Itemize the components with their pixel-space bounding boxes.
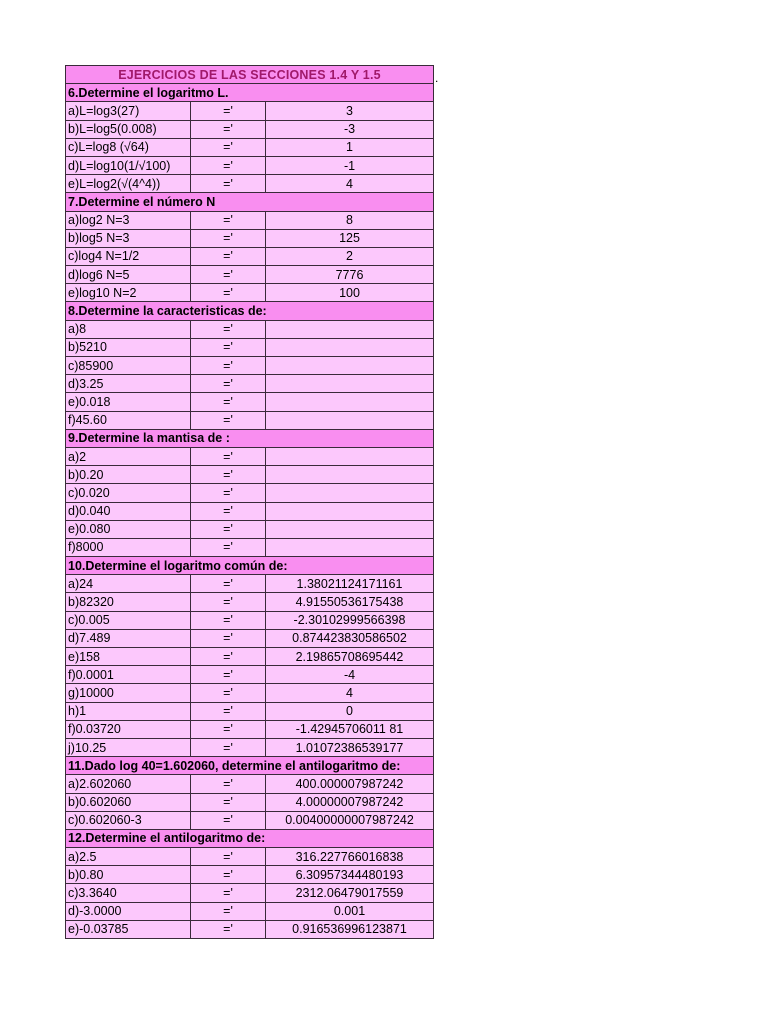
exercise-cell[interactable]: b)5210 bbox=[66, 338, 191, 356]
exercise-cell[interactable]: d)log6 N=5 bbox=[66, 266, 191, 284]
table-row bbox=[66, 866, 434, 884]
equals-cell[interactable]: =' bbox=[191, 848, 266, 866]
exercise-cell[interactable]: a)8 bbox=[66, 320, 191, 338]
equals-cell[interactable]: =' bbox=[191, 338, 266, 356]
stray-mark: . bbox=[435, 71, 439, 85]
exercise-cell[interactable]: a)2.5 bbox=[66, 848, 191, 866]
section-header-row bbox=[66, 757, 434, 775]
exercise-cell[interactable]: f)0.03720 bbox=[66, 720, 191, 738]
section-heading[interactable]: 12.Determine el antilogaritmo de: bbox=[66, 829, 434, 847]
exercise-cell[interactable]: a)2.602060 bbox=[66, 775, 191, 793]
equals-cell[interactable]: =' bbox=[191, 466, 266, 484]
exercise-cell[interactable]: h)1 bbox=[66, 702, 191, 720]
table-row bbox=[66, 211, 434, 229]
table-row bbox=[66, 611, 434, 629]
equals-cell[interactable]: =' bbox=[191, 484, 266, 502]
table-row bbox=[66, 484, 434, 502]
answer-cell[interactable]: 0.00400000007987242 bbox=[266, 811, 434, 829]
equals-cell[interactable]: =' bbox=[191, 102, 266, 120]
equals-cell[interactable]: =' bbox=[191, 884, 266, 902]
answer-cell[interactable] bbox=[266, 357, 434, 375]
table-row bbox=[66, 175, 434, 193]
equals-cell[interactable]: =' bbox=[191, 211, 266, 229]
answer-cell[interactable]: 7776 bbox=[266, 266, 434, 284]
table-row bbox=[66, 884, 434, 902]
exercise-cell[interactable]: e)0.018 bbox=[66, 393, 191, 411]
exercise-cell[interactable]: f)0.0001 bbox=[66, 666, 191, 684]
table-row bbox=[66, 848, 434, 866]
answer-cell[interactable] bbox=[266, 411, 434, 429]
table-row bbox=[66, 811, 434, 829]
answer-cell[interactable] bbox=[266, 393, 434, 411]
answer-cell[interactable]: 0.001 bbox=[266, 902, 434, 920]
exercise-cell[interactable]: d)3.25 bbox=[66, 375, 191, 393]
exercise-cell[interactable]: b)L=log5(0.008) bbox=[66, 120, 191, 138]
exercise-sheet bbox=[65, 65, 434, 939]
table-row bbox=[66, 357, 434, 375]
answer-cell[interactable] bbox=[266, 447, 434, 465]
table-row bbox=[66, 229, 434, 247]
equals-cell[interactable]: =' bbox=[191, 920, 266, 938]
section-heading[interactable]: 11.Dado log 40=1.602060, determine el antilogaritmo de: bbox=[66, 757, 434, 775]
table-row bbox=[66, 520, 434, 538]
equals-cell[interactable]: =' bbox=[191, 666, 266, 684]
exercise-cell[interactable]: a)24 bbox=[66, 575, 191, 593]
section-heading[interactable]: 7.Determine el número N bbox=[66, 193, 434, 211]
table-row bbox=[66, 393, 434, 411]
answer-cell[interactable]: 4 bbox=[266, 175, 434, 193]
answer-cell[interactable]: 4.91550536175438 bbox=[266, 593, 434, 611]
equals-cell[interactable]: =' bbox=[191, 284, 266, 302]
answer-cell[interactable]: 400.000007987242 bbox=[266, 775, 434, 793]
exercise-cell[interactable]: c)3.3640 bbox=[66, 884, 191, 902]
table-row bbox=[66, 738, 434, 756]
answer-cell[interactable]: 0.874423830586502 bbox=[266, 629, 434, 647]
equals-cell[interactable]: =' bbox=[191, 266, 266, 284]
table-row bbox=[66, 720, 434, 738]
answer-cell[interactable]: -4 bbox=[266, 666, 434, 684]
answer-cell[interactable] bbox=[266, 538, 434, 556]
answer-cell[interactable]: 100 bbox=[266, 284, 434, 302]
equals-cell[interactable]: =' bbox=[191, 775, 266, 793]
exercise-cell[interactable]: e)log10 N=2 bbox=[66, 284, 191, 302]
answer-cell[interactable]: 0 bbox=[266, 702, 434, 720]
answer-cell[interactable] bbox=[266, 338, 434, 356]
table-row bbox=[66, 411, 434, 429]
table-row bbox=[66, 447, 434, 465]
equals-cell[interactable]: =' bbox=[191, 684, 266, 702]
exercise-cell[interactable]: c)0.602060-3 bbox=[66, 811, 191, 829]
table-row bbox=[66, 284, 434, 302]
table-row bbox=[66, 593, 434, 611]
answer-cell[interactable]: 4 bbox=[266, 684, 434, 702]
answer-cell[interactable]: 8 bbox=[266, 211, 434, 229]
equals-cell[interactable]: =' bbox=[191, 811, 266, 829]
section-heading[interactable]: 9.Determine la mantisa de : bbox=[66, 429, 434, 447]
equals-cell[interactable]: =' bbox=[191, 648, 266, 666]
exercise-cell[interactable]: a)L=log3(27) bbox=[66, 102, 191, 120]
table-row bbox=[66, 466, 434, 484]
table-row bbox=[66, 138, 434, 156]
exercise-cell[interactable]: b)0.20 bbox=[66, 466, 191, 484]
exercise-cell[interactable]: b)82320 bbox=[66, 593, 191, 611]
exercise-cell[interactable]: c)0.005 bbox=[66, 611, 191, 629]
answer-cell[interactable]: 6.30957344480193 bbox=[266, 866, 434, 884]
table-row bbox=[66, 120, 434, 138]
equals-cell[interactable]: =' bbox=[191, 156, 266, 174]
exercise-cell[interactable]: a)2 bbox=[66, 447, 191, 465]
section-header-row bbox=[66, 429, 434, 447]
exercise-cell[interactable]: e)-0.03785 bbox=[66, 920, 191, 938]
section-heading[interactable]: 10.Determine el logaritmo común de: bbox=[66, 557, 434, 575]
section-header-row bbox=[66, 84, 434, 102]
answer-cell[interactable]: -3 bbox=[266, 120, 434, 138]
answer-cell[interactable]: 1.01072386539177 bbox=[266, 738, 434, 756]
answer-cell[interactable] bbox=[266, 484, 434, 502]
equals-cell[interactable]: =' bbox=[191, 411, 266, 429]
table-row bbox=[66, 375, 434, 393]
equals-cell[interactable]: =' bbox=[191, 629, 266, 647]
exercise-cell[interactable]: g)10000 bbox=[66, 684, 191, 702]
answer-cell[interactable] bbox=[266, 502, 434, 520]
exercise-cell[interactable]: b)0.80 bbox=[66, 866, 191, 884]
exercise-cell[interactable]: b)0.602060 bbox=[66, 793, 191, 811]
sheet-body bbox=[66, 66, 434, 939]
table-row bbox=[66, 684, 434, 702]
section-header-row bbox=[66, 302, 434, 320]
answer-cell[interactable]: 1.38021124171161 bbox=[266, 575, 434, 593]
sheet-title[interactable]: EJERCICIOS DE LAS SECCIONES 1.4 Y 1.5 bbox=[66, 66, 434, 84]
exercise-cell[interactable]: d)7.489 bbox=[66, 629, 191, 647]
equals-cell[interactable]: =' bbox=[191, 229, 266, 247]
equals-cell[interactable]: =' bbox=[191, 247, 266, 265]
table-row bbox=[66, 338, 434, 356]
answer-cell[interactable]: -2.30102999566398 bbox=[266, 611, 434, 629]
table-row bbox=[66, 902, 434, 920]
equals-cell[interactable]: =' bbox=[191, 320, 266, 338]
equals-cell[interactable]: =' bbox=[191, 738, 266, 756]
exercise-cell[interactable]: a)log2 N=3 bbox=[66, 211, 191, 229]
answer-cell[interactable]: -1.42945706011 81 bbox=[266, 720, 434, 738]
equals-cell[interactable]: =' bbox=[191, 175, 266, 193]
answer-cell[interactable]: 2.19865708695442 bbox=[266, 648, 434, 666]
answer-cell[interactable]: 3 bbox=[266, 102, 434, 120]
equals-cell[interactable]: =' bbox=[191, 866, 266, 884]
equals-cell[interactable]: =' bbox=[191, 793, 266, 811]
table-row bbox=[66, 629, 434, 647]
table-row bbox=[66, 775, 434, 793]
equals-cell[interactable]: =' bbox=[191, 138, 266, 156]
title-row bbox=[66, 66, 434, 84]
table-row bbox=[66, 666, 434, 684]
exercise-cell[interactable]: c)0.020 bbox=[66, 484, 191, 502]
exercise-cell[interactable]: j)10.25 bbox=[66, 738, 191, 756]
answer-cell[interactable]: 316.227766016838 bbox=[266, 848, 434, 866]
answer-cell[interactable]: 0.916536996123871 bbox=[266, 920, 434, 938]
answer-cell[interactable] bbox=[266, 320, 434, 338]
exercise-cell[interactable]: c)85900 bbox=[66, 357, 191, 375]
answer-cell[interactable]: 4.00000007987242 bbox=[266, 793, 434, 811]
equals-cell[interactable]: =' bbox=[191, 702, 266, 720]
answer-cell[interactable]: 1 bbox=[266, 138, 434, 156]
table-row bbox=[66, 156, 434, 174]
table-row bbox=[66, 502, 434, 520]
equals-cell[interactable]: =' bbox=[191, 447, 266, 465]
table-row bbox=[66, 266, 434, 284]
table-row bbox=[66, 702, 434, 720]
table-row bbox=[66, 793, 434, 811]
exercise-cell[interactable]: c)L=log8 (√64) bbox=[66, 138, 191, 156]
equals-cell[interactable]: =' bbox=[191, 502, 266, 520]
section-header-row bbox=[66, 557, 434, 575]
exercise-cell[interactable]: e)0.080 bbox=[66, 520, 191, 538]
exercise-cell[interactable]: f)8000 bbox=[66, 538, 191, 556]
exercise-cell[interactable]: e)158 bbox=[66, 648, 191, 666]
table-row bbox=[66, 538, 434, 556]
section-heading[interactable]: 6.Determine el logaritmo L. bbox=[66, 84, 434, 102]
answer-cell[interactable] bbox=[266, 520, 434, 538]
equals-cell[interactable]: =' bbox=[191, 902, 266, 920]
exercise-cell[interactable]: d)0.040 bbox=[66, 502, 191, 520]
equals-cell[interactable]: =' bbox=[191, 611, 266, 629]
equals-cell[interactable]: =' bbox=[191, 575, 266, 593]
equals-cell[interactable]: =' bbox=[191, 393, 266, 411]
section-heading[interactable]: 8.Determine la caracteristicas de: bbox=[66, 302, 434, 320]
answer-cell[interactable]: 2312.06479017559 bbox=[266, 884, 434, 902]
answer-cell[interactable]: 2 bbox=[266, 247, 434, 265]
answer-cell[interactable] bbox=[266, 466, 434, 484]
exercise-cell[interactable]: e)L=log2(√(4^4)) bbox=[66, 175, 191, 193]
equals-cell[interactable]: =' bbox=[191, 520, 266, 538]
section-header-row bbox=[66, 193, 434, 211]
equals-cell[interactable]: =' bbox=[191, 538, 266, 556]
exercise-cell[interactable]: c)log4 N=1/2 bbox=[66, 247, 191, 265]
exercise-cell[interactable]: d)-3.0000 bbox=[66, 902, 191, 920]
answer-cell[interactable]: -1 bbox=[266, 156, 434, 174]
table-row bbox=[66, 920, 434, 938]
exercise-cell[interactable]: d)L=log10(1/√100) bbox=[66, 156, 191, 174]
table-row bbox=[66, 102, 434, 120]
table-row bbox=[66, 648, 434, 666]
table-row bbox=[66, 320, 434, 338]
answer-cell[interactable] bbox=[266, 375, 434, 393]
table-row bbox=[66, 247, 434, 265]
equals-cell[interactable]: =' bbox=[191, 720, 266, 738]
equals-cell[interactable]: =' bbox=[191, 357, 266, 375]
equals-cell[interactable]: =' bbox=[191, 120, 266, 138]
equals-cell[interactable]: =' bbox=[191, 375, 266, 393]
equals-cell[interactable]: =' bbox=[191, 593, 266, 611]
answer-cell[interactable]: 125 bbox=[266, 229, 434, 247]
exercise-cell[interactable]: b)log5 N=3 bbox=[66, 229, 191, 247]
table-row bbox=[66, 575, 434, 593]
exercise-cell[interactable]: f)45.60 bbox=[66, 411, 191, 429]
section-header-row bbox=[66, 829, 434, 847]
